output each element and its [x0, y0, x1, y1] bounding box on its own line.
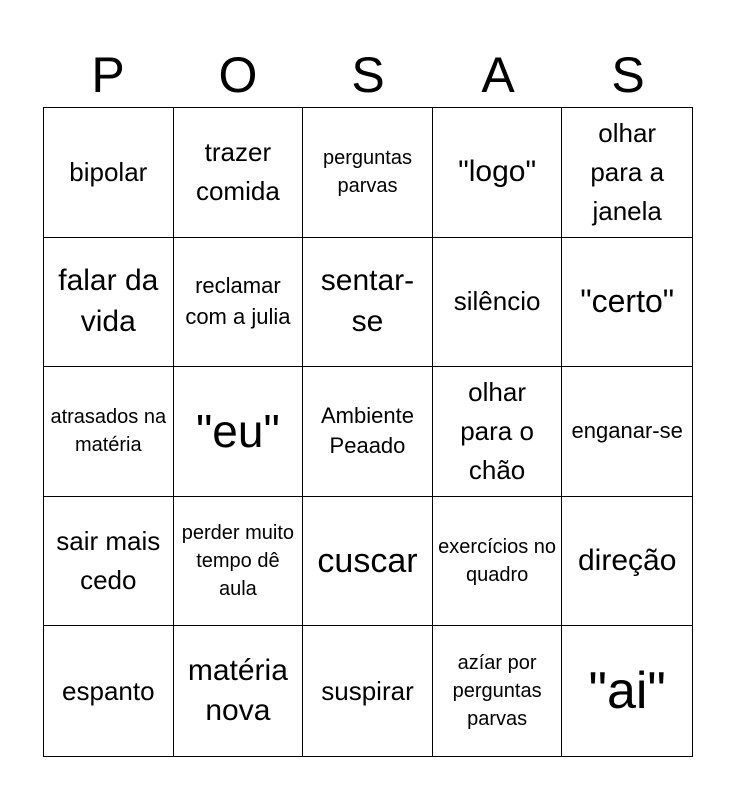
- cell-text: azíar por perguntas parvas: [452, 651, 542, 731]
- cell-text: sair mais cedo: [56, 526, 161, 596]
- cell-text: olhar para a janela: [590, 117, 665, 226]
- bingo-cell[interactable]: [303, 367, 433, 497]
- bingo-cell[interactable]: [44, 626, 174, 756]
- cell-text: perguntas parvas: [323, 146, 412, 198]
- cell-text: trazer comida: [195, 137, 280, 207]
- bingo-cell[interactable]: [174, 367, 304, 497]
- bingo-cell[interactable]: [174, 238, 304, 368]
- cell-text: enganar-se: [571, 418, 683, 444]
- cell-text: perder muito tempo dê aula: [181, 521, 295, 601]
- bingo-cell[interactable]: [562, 108, 692, 238]
- cell-text: cuscar: [317, 541, 418, 580]
- cell-text: reclamar com a julia: [185, 273, 291, 329]
- cell-text: "eu": [195, 405, 280, 458]
- bingo-cell[interactable]: [433, 108, 563, 238]
- bingo-cell[interactable]: [174, 108, 304, 238]
- cell-text: suspirar: [321, 675, 414, 706]
- bingo-cell[interactable]: [433, 238, 563, 368]
- cell-text: falar da vida: [58, 264, 159, 338]
- bingo-cell[interactable]: [433, 497, 563, 627]
- cell-text: "logo": [458, 155, 537, 189]
- bingo-cell[interactable]: [562, 497, 692, 627]
- cell-text: atrasados na matéria: [50, 406, 167, 457]
- cell-text: espanto: [62, 675, 155, 706]
- cell-text: Ambiente Peaado: [321, 402, 414, 459]
- cell-text: silêncio: [453, 286, 541, 317]
- header-letter-p: P: [91, 47, 125, 103]
- bingo-cell[interactable]: [44, 108, 174, 238]
- cell-text: matéria nova: [187, 653, 288, 728]
- bingo-cell[interactable]: [303, 626, 433, 756]
- bingo-cell[interactable]: [174, 497, 304, 627]
- bingo-cell[interactable]: [44, 497, 174, 627]
- bingo-cell[interactable]: [44, 238, 174, 368]
- bingo-cell[interactable]: [433, 367, 563, 497]
- header-letter-s: S: [351, 47, 385, 103]
- bingo-cell[interactable]: [562, 367, 692, 497]
- header-letter-s2: S: [611, 47, 645, 103]
- header-letter-o: O: [218, 47, 258, 103]
- bingo-cell[interactable]: [562, 238, 692, 368]
- bingo-cell[interactable]: [433, 626, 563, 756]
- header-letter-a: A: [481, 47, 515, 103]
- cell-text: bipolar: [69, 156, 148, 187]
- bingo-header: [43, 44, 693, 106]
- bingo-cell[interactable]: [303, 108, 433, 238]
- cell-text: sentar-se: [320, 264, 415, 338]
- cell-text: direção: [577, 543, 677, 577]
- bingo-cell[interactable]: [174, 626, 304, 756]
- bingo-cell[interactable]: [44, 367, 174, 497]
- bingo-board: [43, 107, 693, 757]
- bingo-cell[interactable]: [562, 626, 692, 756]
- cell-text: exercícios no quadro: [438, 535, 557, 587]
- cell-text: "ai": [588, 661, 666, 720]
- cell-text: "certo": [580, 283, 675, 320]
- cell-text: olhar para o chão: [460, 376, 534, 485]
- bingo-cell[interactable]: [303, 497, 433, 627]
- bingo-cell[interactable]: [303, 238, 433, 368]
